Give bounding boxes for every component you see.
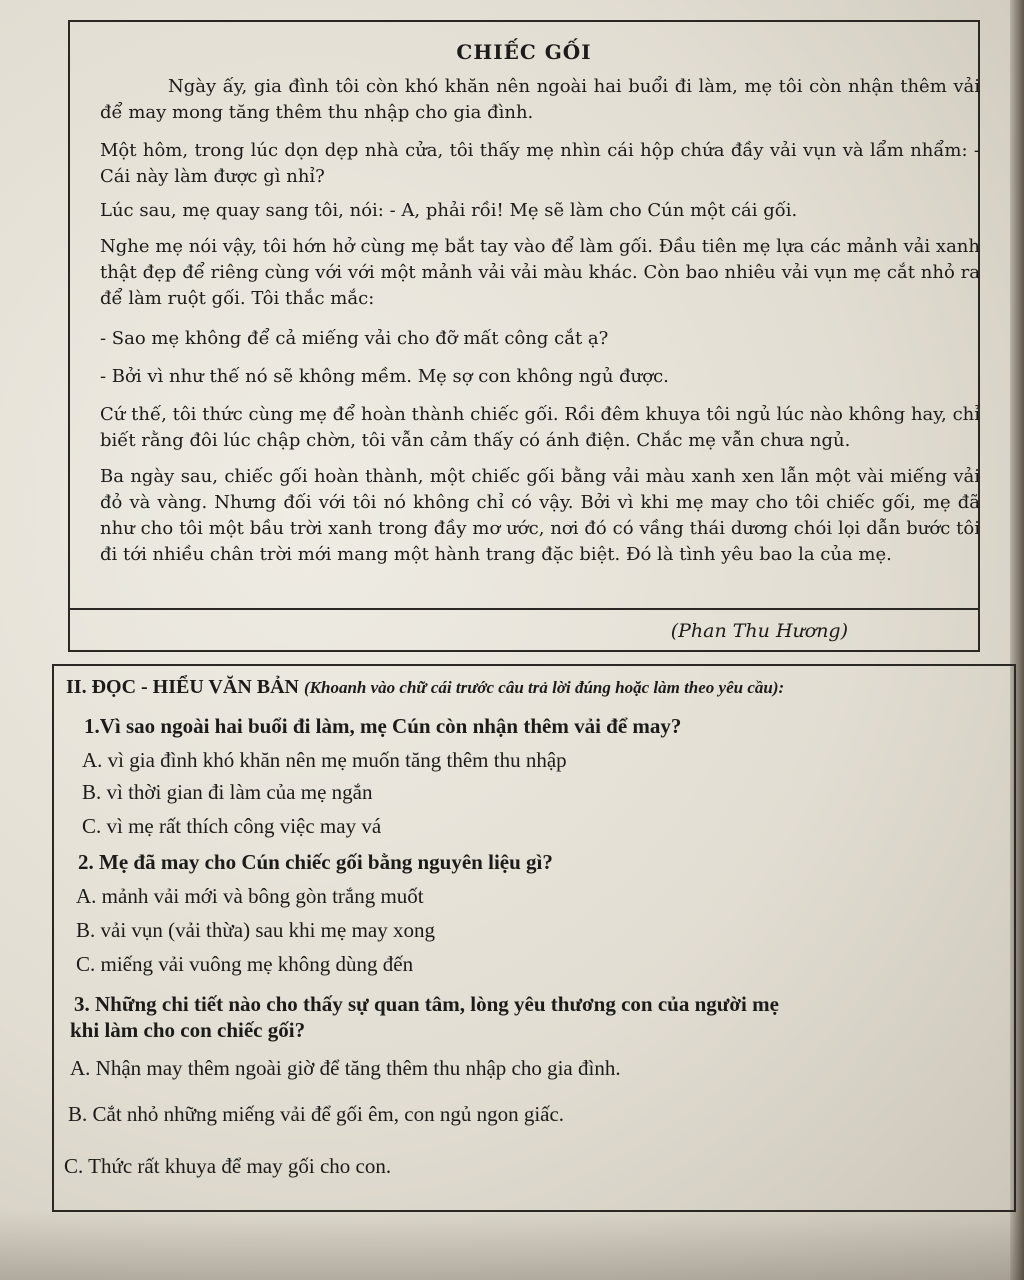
story-divider [70,608,978,610]
question-2: 2. Mẹ đã may cho Cún chiếc gối bằng nguyên liệu gì? [78,850,553,874]
story-paragraph: Một hôm, trong lúc dọn dẹp nhà cửa, tôi thấy mẹ nhìn cái hộp chứa đầy vải vụn và lẩm nhẩm: - Cái này làm được gì nhỉ? [100,140,980,187]
story-author: (Phan Thu Hương) [670,620,848,642]
question-3-option-a[interactable]: A. Nhận may thêm ngoài giờ để tăng thêm thu nhập cho gia đình. [70,1056,621,1080]
section-heading [66,676,1006,699]
question-3: 3. Những chi tiết nào cho thấy sự quan tâm, lòng yêu thương con của người mẹ [74,992,779,1016]
story-paragraph: Nghe mẹ nói vậy, tôi hớn hở cùng mẹ bắt tay vào để làm gối. Đầu tiên mẹ lựa các mảnh vải xanh thật đẹp để riêng cùng với với một mảnh vải vải màu khác. Còn bao nhiêu vải vụn mẹ cắt nhỏ ra để làm ruột gối. Tôi thắc mắc: [100,236,980,309]
question-1-option-c[interactable]: C. vì mẹ rất thích công việc may vá [82,814,382,838]
story-box [68,20,980,652]
question-1: 1.Vì sao ngoài hai buổi đi làm, mẹ Cún còn nhận thêm vải để may? [84,714,682,738]
story-paragraph: - Bởi vì như thế nó sẽ không mềm. Mẹ sợ con không ngủ được. [100,366,669,387]
story-title: CHIẾC GỐI [456,40,592,64]
story-paragraph: - Sao mẹ không để cả miếng vải cho đỡ mất công cắt ạ? [100,328,609,349]
question-2-option-b[interactable]: B. vải vụn (vải thừa) sau khi mẹ may xong [76,918,435,942]
story-paragraph: Ba ngày sau, chiếc gối hoàn thành, một chiếc gối bằng vải màu xanh xen lẫn một vài miếng vải đỏ và vàng. Nhưng đối với tôi nó không chỉ có vậy. Bởi vì khi mẹ may cho tôi chiếc gối, mẹ đã như cho tôi một bầu trời xanh trong đầy mơ ước, nơi đó có vầng thái dương chói lọi dẫn bước tôi đi tới nhiều chân trời mới mang một hành trang đặc biệt. Đó là tình yêu bao la của mẹ. [100,466,980,565]
question-1-option-a[interactable]: A. vì gia đình khó khăn nên mẹ muốn tăng thêm thu nhập [82,748,567,772]
story-paragraph: Cứ thế, tôi thức cùng mẹ để hoàn thành chiếc gối. Rồi đêm khuya tôi ngủ lúc nào không hay, chỉ biết rằng đôi lúc chập chờn, tôi vẫn cảm thấy có ánh điện. Chắc mẹ vẫn chưa ngủ. [100,404,980,451]
story-paragraph: Lúc sau, mẹ quay sang tôi, nói: - A, phải rồi! Mẹ sẽ làm cho Cún một cái gối. [100,200,798,221]
section-heading-text: II. ĐỌC - HIỂU VĂN BẢN [66,676,299,698]
question-3-option-c[interactable]: C. Thức rất khuya để may gối cho con. [64,1154,392,1178]
question-2-option-c[interactable]: C. miếng vải vuông mẹ không dùng đến [76,952,414,976]
story-paragraph: Ngày ấy, gia đình tôi còn khó khăn nên ngoài hai buổi đi làm, mẹ tôi còn nhận thêm vải để may mong tăng thêm thu nhập cho gia đình. [100,76,980,123]
question-3-continued: khi làm cho con chiếc gối? [70,1018,306,1042]
bottom-shadow [0,1210,1024,1280]
question-3-option-b[interactable]: B. Cắt nhỏ những miếng vải để gối êm, con ngủ ngon giấc. [68,1102,565,1126]
question-2-option-a[interactable]: A. mảnh vải mới và bông gòn trắng muốt [76,884,424,908]
questions-box [52,664,1016,1212]
question-1-option-b[interactable]: B. vì thời gian đi làm của mẹ ngắn [82,780,373,804]
section-instruction: (Khoanh vào chữ cái trước câu trả lời đúng hoặc làm theo yêu cầu): [304,678,785,697]
